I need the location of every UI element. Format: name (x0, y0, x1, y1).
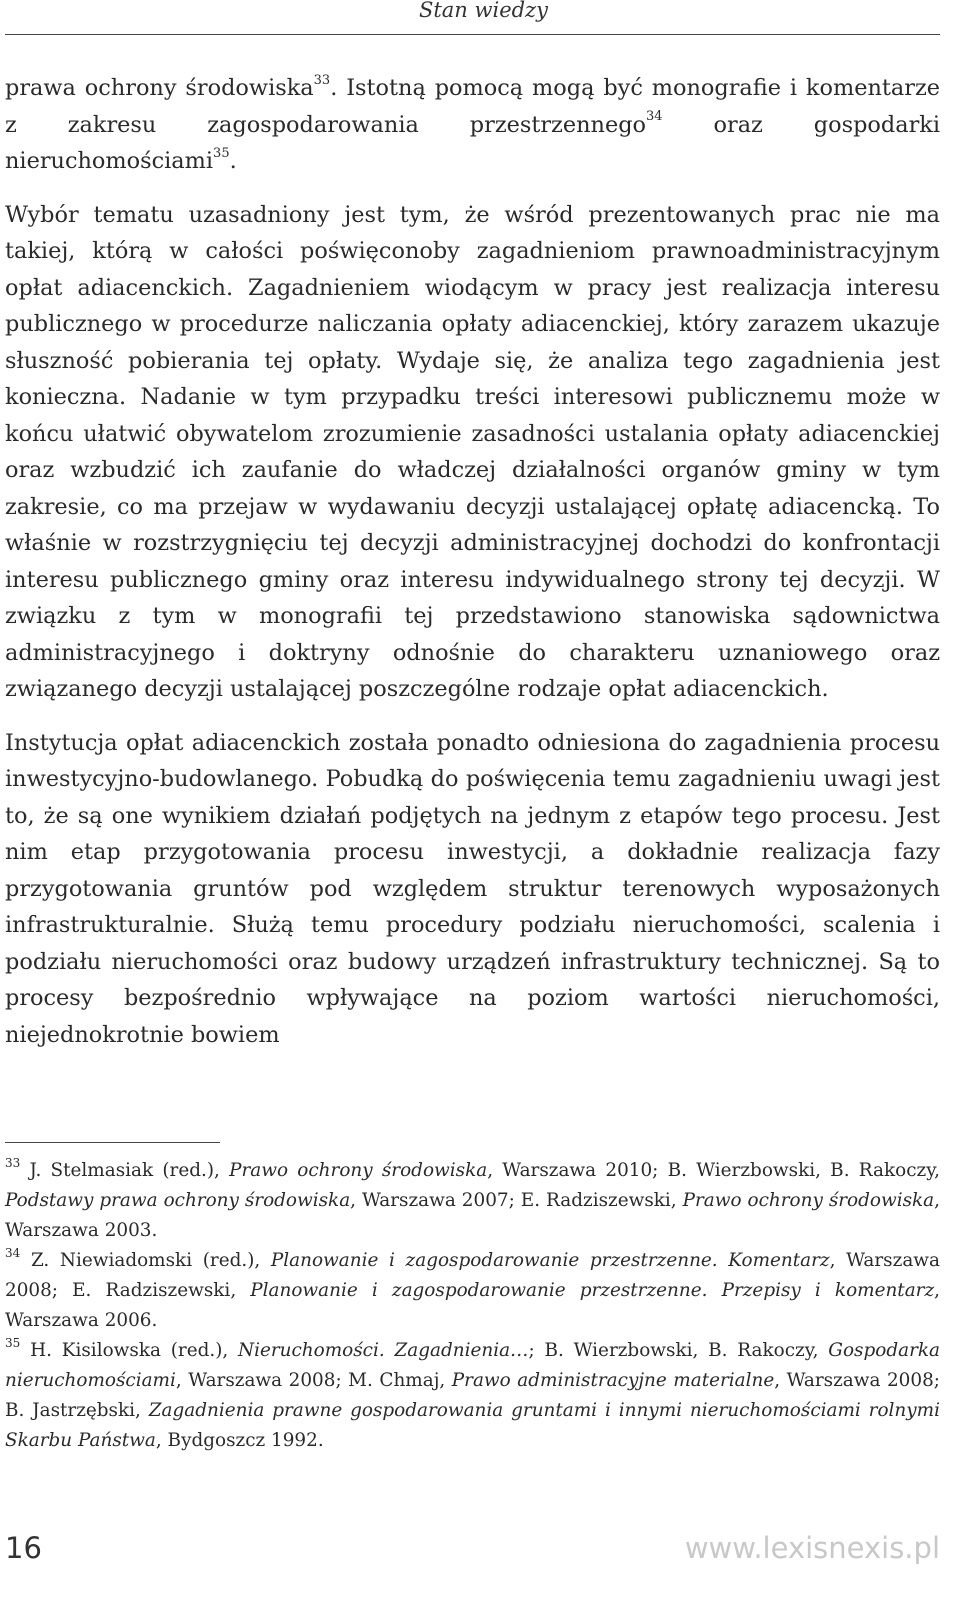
footnote-ref-33[interactable]: 33 (313, 72, 331, 88)
footnote-separator (5, 1142, 220, 1143)
paragraph-3: Instytucja opłat adiacenckich została ponadto odniesiona do zagadnienia procesu inwestycyjno-budowlanego. Pobudką do poświęcenia temu zagadnieniu uwagi jest to, że są one wynikiem działań podjętych na jednym z etapów tego procesu. Jest nim etap przygotowania procesu inwestycji, a dokładnie realizacja fazy przygotowania gruntów pod względem struktur terenowych wyposażonych infrastrukturalnie. Służą temu procedury podziału nieruchomości, scalenia i podziału nieruchomości oraz budowy urządzeń infrastruktury technicznej. Są to procesy bezpośrednio wpływające na poziom wartości nieruchomości, niejednokrotnie bowiem (5, 729, 940, 1048)
footnote-ref-35[interactable]: 35 (213, 145, 230, 161)
page-number: 16 (5, 1531, 42, 1565)
footnote-ref-34[interactable]: 34 (646, 109, 663, 125)
running-head (0, 0, 960, 34)
running-title: Stan wiedzy (418, 0, 548, 22)
footnotes (5, 1156, 940, 1456)
paragraph-1: prawa ochrony środowiska$^{33}$. Istotną pomocą mogą być monografie i komentarze z zakresu zagospodarowania przestrzennego$^{34}$ oraz gospodarki nieruchomościami$^{35}$. (5, 72, 941, 174)
website-link[interactable]: www.lexisnexis.pl (684, 1531, 940, 1565)
body-text (5, 70, 940, 1053)
footnote-34: $^{34}$ Z. Niewiadomski (red.), Planowanie i zagospodarowanie przestrzenne. Komentarz, Warszawa 2008; E. Radziszewski, Planowanie i zagospodarowanie przestrzenne. Przepisy i komentarz, Warszawa 2006. (5, 1245, 941, 1331)
header-rule (5, 34, 940, 35)
paragraph-2: Wybór tematu uzasadniony jest tym, że wśród prezentowanych prac nie ma takiej, którą w całości poświęconoby zagadnieniom prawnoadministracyjnym opłat adiacenckich. Zagadnieniem wiodącym w pracy jest realizacja interesu publicznego w procedurze naliczania opłaty adiacenckiej, który zarazem ukazuje słuszność pobierania tej opłaty. Wydaje się, że analiza tego zagadnienia jest konieczna. Nadanie w tym przypadku treści interesowi publicznemu może w końcu ułatwić obywatelom zrozumienie zasadności ustalania opłaty adiacenckiej oraz wzbudzić ich zaufanie do władczej działalności organów gminy w tym zakresie, co ma przejaw w wydawaniu decyzji ustalającej opłatę adiacencką. To właśnie w rozstrzygnięciu tej decyzji administracyjnej dochodzi do konfrontacji interesu publicznego gminy oraz interesu indywidualnego strony tej decyzji. W związku z tym w monografii tej przedstawiono stanowiska sądownictwa administracyjnego i doktryny odnośnie do charakteru uznaniowego oraz związanego decyzji ustalającej poszczególne rodzaje opłat adiacenckich. (5, 201, 940, 702)
footnote-33: $^{33}$ J. Stelmasiak (red.), Prawo ochrony środowiska, Warszawa 2010; B. Wierzbowski, B. Rakoczy, Podstawy prawa ochrony środowiska, Warszawa 2007; E. Radziszewski, Prawo ochrony środowiska, Warszawa 2003. (5, 1155, 941, 1241)
footnote-35: $^{35}$ H. Kisilowska (red.), Nieruchomości. Zagadnienia…; B. Wierzbowski, B. Rakoczy, Gospodarka nieruchomościami, Warszawa 2008; M. Chmaj, Prawo administracyjne materialne, Warszawa 2008; B. Jastrzębski, Zagadnienia prawne gospodarowania gruntami i innymi nieruchomościami rolnymi Skarbu Państwa, Bydgoszcz 1992. (5, 1335, 940, 1451)
